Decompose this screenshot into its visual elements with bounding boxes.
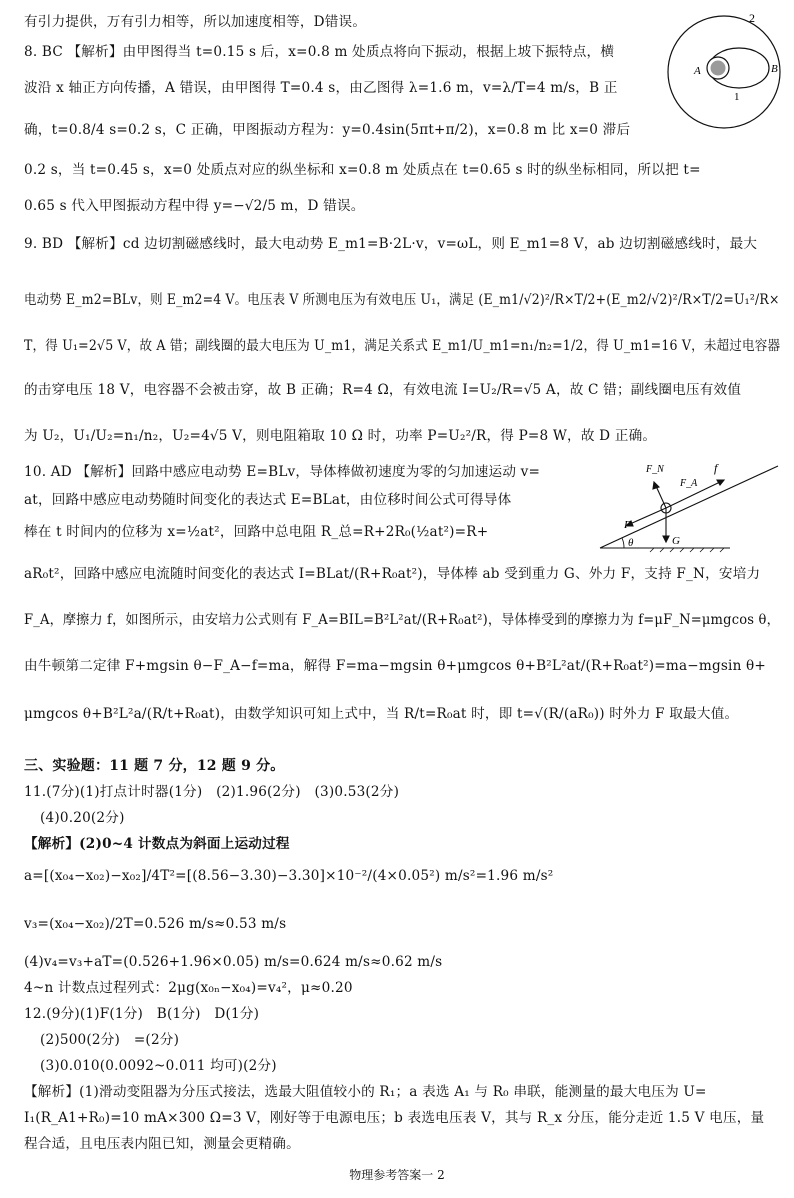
text-line: (3)0.010(0.0092~0.011 均可)(2分) <box>40 1058 277 1074</box>
text-line: (4)v₄=v₃+aT=(0.526+1.96×0.05) m/s=0.624 m/s≈0.62 m/s <box>24 954 443 970</box>
ground-hatch <box>650 548 724 552</box>
text-line: 8. BC 【解析】由甲图得当 t=0.15 s 后，x=0.8 m 处质点将向下振动，根据上坡下振特点，横 <box>24 44 615 60</box>
text-line: 为 U₂，U₁/U₂=n₁/n₂，U₂=4√5 V，则电阻箱取 10 Ω 时，功率 P=U₂²/R，得 P=8 W，故 D 正确。 <box>24 428 657 444</box>
planet-inner <box>711 61 726 76</box>
force-arrows <box>626 480 724 542</box>
text-line: 由牛顿第二定律 F+mgsin θ−F_A−f=ma，解得 F=ma−mgsin θ+μmgcos θ+B²L²at/(R+R₀at²)=ma−mgsin θ+ <box>24 658 767 674</box>
orbit-label-1: 1 <box>734 91 740 103</box>
text-line: 三、实验题：11 题 7 分，12 题 9 分。 <box>24 758 285 774</box>
text-line: I₁(R_A1+R₀)=10 mA×300 Ω=3 V，刚好等于电源电压；b 表选电压表 V，其与 R_x 分压，能分走近 1.5 V 电压，量 <box>24 1110 765 1126</box>
page-footer: 物理参考答案一 2 <box>349 1168 445 1182</box>
orbit-label-A: A <box>694 65 701 77</box>
text-line: 0.2 s，当 t=0.45 s，x=0 处质点对应的纵坐标和 x=0.8 m 处质点在 t=0.65 s 时的纵坐标相同，所以把 t= <box>24 162 701 178</box>
text-line: 9. BD 【解析】cd 边切割磁感线时，最大电动势 E_m1=B·2L·v，v=ωL，则 E_m1=8 V，ab 边切割磁感线时，最大 <box>24 236 758 252</box>
text-line: 棒在 t 时间内的位移为 x=½at²，回路中总电阻 R_总=R+2R₀(½at²)=R+ <box>24 524 489 540</box>
label-FN: F_N <box>646 464 664 475</box>
text-line: 10. AD 【解析】回路中感应电动势 E=BLv，导体棒做初速度为零的匀加速运动 v= <box>24 464 541 480</box>
text-line: (2)500(2分) =(2分) <box>40 1032 180 1048</box>
text-line: 12.(9分)(1)F(1分) B(1分) D(1分) <box>24 1006 260 1022</box>
text-line: a=[(x₀₄−x₀₂)−x₀₂]/4T²=[(8.56−3.30)−3.30]×10⁻²/(4×0.05²) m/s²=1.96 m/s² <box>24 868 554 884</box>
theta-label: θ <box>628 537 634 549</box>
text-line: 11.(7分)(1)打点计时器(1分) (2)1.96(2分) (3)0.53(2分) <box>24 784 400 800</box>
text-line: 4~n 计数点过程列式：2μg(x₀ₙ−x₀₄)=v₄²，μ≈0.20 <box>24 980 353 996</box>
orbit-label-B: B <box>771 63 778 75</box>
label-G: G <box>672 535 680 547</box>
incline-force-diagram <box>594 456 784 556</box>
label-f: f <box>714 461 718 475</box>
orbit-label-2: 2 <box>749 11 755 25</box>
text-line: T，得 U₁=2√5 V，故 A 错；副线圈的最大电压为 U_m1，满足关系式 E_m1/U_m1=n₁/n₂=1/2，得 U_m1=16 V，未超过电容器 <box>24 338 781 354</box>
theta-arc <box>622 538 624 548</box>
text-line: 【解析】(2)0~4 计数点为斜面上运动过程 <box>24 836 290 852</box>
orbit-diagram <box>662 8 792 134</box>
text-line: (4)0.20(2分) <box>40 810 125 826</box>
text-line: aR₀t²，回路中感应电流随时间变化的表达式 I=BLat/(R+R₀at²)，导体棒 ab 受到重力 G、外力 F，支持 F_N，安培力 <box>24 566 761 582</box>
text-line: v₃=(x₀₄−x₀₂)/2T=0.526 m/s≈0.53 m/s <box>24 916 287 932</box>
text-line: 【解析】(1)滑动变阻器为分压式接法，选最大阻值较小的 R₁；a 表选 A₁ 与 R₀ 串联，能测量的最大电压为 U= <box>24 1084 707 1100</box>
text-line: at，回路中感应电动势随时间变化的表达式 E=BLat，由位移时间公式可得导体 <box>24 492 512 508</box>
text-line: 波沿 x 轴正方向传播，A 错误，由甲图得 T=0.4 s，由乙图得 λ=1.6 m，v=λ/T=4 m/s，B 正 <box>24 80 618 96</box>
label-FA: F_A <box>680 478 698 489</box>
text-line: 电动势 E_m2=BLv，则 E_m2=4 V。电压表 V 所测电压为有效电压 U₁，满足 (E_m1/√2)²/R×T/2+(E_m2/√2)²/R×T/2=U₁²/R× <box>24 292 780 308</box>
text-line: 0.65 s 代入甲图振动方程中得 y=−√2/5 m，D 错误。 <box>24 198 365 214</box>
text-line: 有引力提供，万有引力相等，所以加速度相等，D错误。 <box>24 14 367 30</box>
text-line: μmgcos θ+B²L²a/(R/t+R₀at)，由数学知识可知上式中，当 R/t=R₀at 时，即 t=√(R/(aR₀)) 时外力 F 取最大值。 <box>24 706 739 722</box>
text-line: 程合适，且电压表内阻已知，测量会更精确。 <box>24 1136 300 1152</box>
text-line: 的击穿电压 18 V，电容器不会被击穿，故 B 正确；R=4 Ω，有效电流 I=U₂/R=√5 A，故 C 错；副线圈电压有效值 <box>24 382 742 398</box>
text-line: F_A，摩擦力 f，如图所示，由安培力公式则有 F_A=BIL=B²L²at/(R+R₀at²)，导体棒受到的摩擦力为 f=μF_N=μmgcos θ， <box>24 612 780 628</box>
label-F: F <box>624 519 631 531</box>
text-line: 确，t=0.8/4 s=0.2 s，C 正确，甲图振动方程为：y=0.4sin(5πt+π/2)，x=0.8 m 比 x=0 滞后 <box>24 122 631 138</box>
